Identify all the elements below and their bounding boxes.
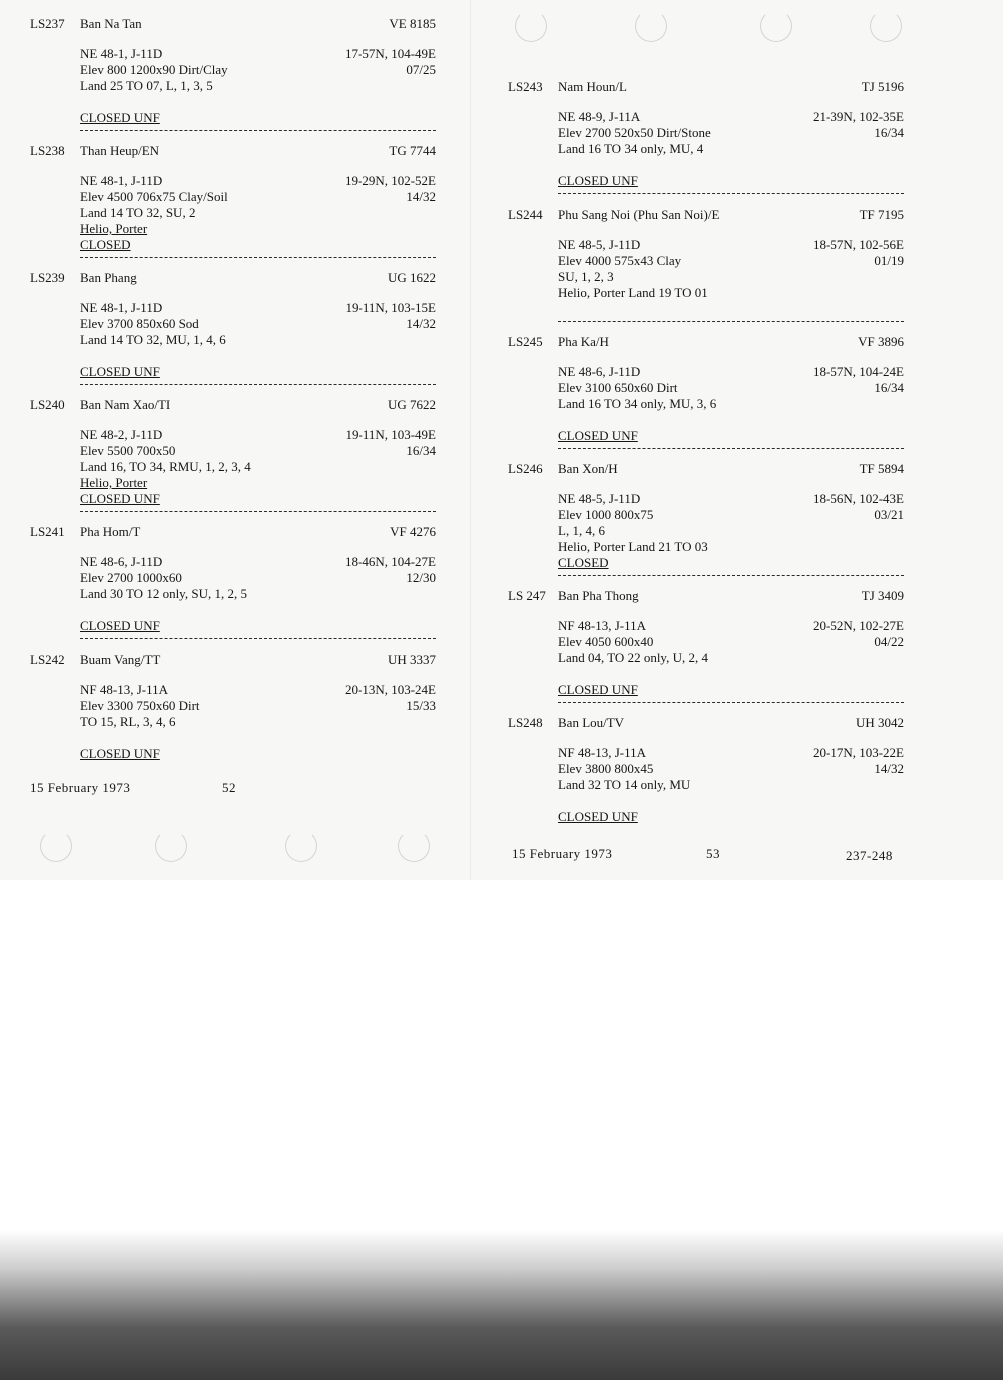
punch-hole <box>760 10 792 42</box>
dashed-separator <box>558 321 904 322</box>
dashed-separator <box>558 193 904 194</box>
site-name: Ban Phang <box>80 270 137 285</box>
coordinates: 20-13N, 103-24E <box>345 682 436 697</box>
entry-header <box>30 270 440 286</box>
right-page-range: 237-248 <box>846 848 893 863</box>
detail-line: Elev 4050 600x40 <box>558 634 654 649</box>
dashed-separator <box>558 448 904 449</box>
runway-heading: 14/32 <box>406 189 436 204</box>
grid-reference: VF 4276 <box>390 524 436 539</box>
detail-line: Land 16, TO 34, RMU, 1, 2, 3, 4 <box>80 459 251 474</box>
page-fold <box>470 0 471 880</box>
detail-line: Elev 4000 575x43 Clay <box>558 253 682 268</box>
detail-line: NE 48-2, J-11D <box>80 427 163 442</box>
runway-heading: 16/34 <box>406 443 436 458</box>
detail-line: NE 48-6, J-11D <box>80 554 163 569</box>
detail-line: Helio, Porter Land 21 TO 03 <box>558 539 708 554</box>
runway-heading: 16/34 <box>874 380 904 395</box>
grid-reference: TJ 5196 <box>861 79 904 94</box>
entry-header <box>30 16 440 32</box>
detail-line: Elev 800 1200x90 Dirt/Clay <box>80 62 228 77</box>
status-label: CLOSED <box>558 555 609 570</box>
right-page-number: 53 <box>706 846 720 861</box>
detail-line: Elev 3300 750x60 Dirt <box>80 698 200 713</box>
site-name: Ban Na Tan <box>80 16 142 31</box>
grid-reference: UH 3337 <box>387 652 436 667</box>
site-name: Than Heup/EN <box>80 143 160 158</box>
site-id: LS240 <box>30 397 65 412</box>
punch-hole <box>398 830 430 862</box>
entry-header <box>30 524 440 540</box>
coordinates-block <box>345 427 436 459</box>
runway-heading: 14/32 <box>874 761 904 776</box>
site-id: LS241 <box>30 524 65 539</box>
punch-hole <box>155 830 187 862</box>
grid-reference: TJ 3409 <box>861 588 904 603</box>
site-name: Ban Nam Xao/TI <box>80 397 171 412</box>
entry-header <box>508 461 908 477</box>
site-name: Nam Houn/L <box>558 79 627 94</box>
coordinates-block <box>345 300 436 332</box>
entry-header <box>30 652 440 668</box>
dashed-separator <box>80 638 436 639</box>
detail-line: Elev 3800 800x45 <box>558 761 654 776</box>
status-label: CLOSED UNF <box>80 746 160 761</box>
detail-line: NF 48-13, J-11A <box>558 618 646 633</box>
detail-line: NE 48-1, J-11D <box>80 46 163 61</box>
grid-reference: UG 7622 <box>387 397 436 412</box>
detail-line: Land 16 TO 34 only, MU, 4 <box>558 141 704 156</box>
coordinates-block <box>345 554 436 586</box>
site-name: Ban Xon/H <box>558 461 618 476</box>
detail-line: Land 04, TO 22 only, U, 2, 4 <box>558 650 708 665</box>
site-id: LS248 <box>508 715 543 730</box>
coordinates-block <box>813 364 904 396</box>
grid-reference: TF 5894 <box>859 461 904 476</box>
entry-header <box>508 715 908 731</box>
runway-heading: 01/19 <box>874 253 904 268</box>
detail-line: NF 48-13, J-11A <box>558 745 646 760</box>
detail-line: NE 48-5, J-11D <box>558 491 641 506</box>
punch-hole <box>515 10 547 42</box>
entry-header <box>30 397 440 413</box>
grid-reference: UG 1622 <box>387 270 436 285</box>
entry-header <box>508 334 908 350</box>
detail-line: Land 14 TO 32, MU, 1, 4, 6 <box>80 332 226 347</box>
coordinates-block <box>813 237 904 269</box>
left-page-date: 15 February 1973 <box>30 780 131 795</box>
site-id: LS245 <box>508 334 543 349</box>
grid-reference: UH 3042 <box>855 715 904 730</box>
entry-header <box>30 143 440 159</box>
status-label: CLOSED UNF <box>80 491 160 506</box>
runway-heading: 15/33 <box>406 698 436 713</box>
coordinates-block <box>345 173 436 205</box>
punch-hole <box>635 10 667 42</box>
grid-reference: TG 7744 <box>389 143 436 158</box>
grid-reference: VE 8185 <box>389 16 436 31</box>
status-label: CLOSED <box>80 237 131 252</box>
coordinates: 20-52N, 102-27E <box>813 618 904 633</box>
runway-heading: 04/22 <box>874 634 904 649</box>
detail-line: TO 15, RL, 3, 4, 6 <box>80 714 176 729</box>
coordinates-block <box>345 46 436 78</box>
runway-heading: 07/25 <box>406 62 436 77</box>
site-id: LS246 <box>508 461 543 476</box>
left-page-number: 52 <box>222 780 236 795</box>
site-id: LS237 <box>30 16 65 31</box>
detail-line: NF 48-13, J-11A <box>80 682 168 697</box>
detail-line: NE 48-5, J-11D <box>558 237 641 252</box>
coordinates: 18-57N, 104-24E <box>813 364 904 379</box>
coordinates: 18-57N, 102-56E <box>813 237 904 252</box>
coordinates: 19-11N, 103-15E <box>345 300 436 315</box>
detail-line: Land 14 TO 32, SU, 2 <box>80 205 196 220</box>
detail-line: Land 30 TO 12 only, SU, 1, 2, 5 <box>80 586 247 601</box>
dashed-separator <box>80 257 436 258</box>
status-label: CLOSED UNF <box>558 682 638 697</box>
coordinates-block <box>813 745 904 777</box>
coordinates-block <box>813 491 904 523</box>
detail-line: NE 48-6, J-11D <box>558 364 641 379</box>
site-name: Ban Lou/TV <box>558 715 625 730</box>
coordinates-block <box>813 618 904 650</box>
detail-line: Elev 3100 650x60 Dirt <box>558 380 678 395</box>
site-id: LS242 <box>30 652 65 667</box>
detail-line: SU, 1, 2, 3 <box>558 269 614 284</box>
detail-line: Helio, Porter <box>80 221 148 236</box>
dashed-separator <box>558 575 904 576</box>
site-name: Pha Ka/H <box>558 334 609 349</box>
scan-shadow <box>0 1230 1003 1380</box>
right-page-date: 15 February 1973 <box>512 846 613 861</box>
dashed-separator <box>558 702 904 703</box>
punch-hole <box>870 10 902 42</box>
site-id: LS238 <box>30 143 65 158</box>
site-id: LS243 <box>508 79 543 94</box>
punch-hole <box>285 830 317 862</box>
coordinates-block <box>813 109 904 141</box>
coordinates-block <box>345 682 436 714</box>
coordinates: 19-29N, 102-52E <box>345 173 436 188</box>
coordinates: 18-56N, 102-43E <box>813 491 904 506</box>
status-label: CLOSED UNF <box>558 428 638 443</box>
detail-line: NE 48-1, J-11D <box>80 173 163 188</box>
detail-line: Elev 5500 700x50 <box>80 443 176 458</box>
site-id: LS244 <box>508 207 543 222</box>
dashed-separator <box>80 384 436 385</box>
site-name: Phu Sang Noi (Phu San Noi)/E <box>558 207 720 222</box>
detail-line: Land 16 TO 34 only, MU, 3, 6 <box>558 396 717 411</box>
detail-line: Land 32 TO 14 only, MU <box>558 777 691 792</box>
coordinates: 19-11N, 103-49E <box>345 427 436 442</box>
detail-line: Elev 2700 1000x60 <box>80 570 182 585</box>
site-id: LS 247 <box>508 588 546 603</box>
detail-line: Land 25 TO 07, L, 1, 3, 5 <box>80 78 213 93</box>
detail-line: NE 48-9, J-11A <box>558 109 641 124</box>
grid-reference: VF 3896 <box>858 334 904 349</box>
detail-line: Elev 2700 520x50 Dirt/Stone <box>558 125 711 140</box>
status-label: CLOSED UNF <box>80 364 160 379</box>
entry-header <box>508 207 908 223</box>
detail-line: Elev 1000 800x75 <box>558 507 654 522</box>
runway-heading: 16/34 <box>874 125 904 140</box>
site-name: Pha Hom/T <box>80 524 141 539</box>
site-name: Ban Pha Thong <box>558 588 639 603</box>
status-label: CLOSED UNF <box>558 173 638 188</box>
status-label: CLOSED UNF <box>558 809 638 824</box>
runway-heading: 03/21 <box>874 507 904 522</box>
dashed-separator <box>80 511 436 512</box>
detail-line: Elev 3700 850x60 Sod <box>80 316 199 331</box>
status-label: CLOSED UNF <box>80 618 160 633</box>
detail-line: Elev 4500 706x75 Clay/Soil <box>80 189 228 204</box>
detail-line: Helio, Porter Land 19 TO 01 <box>558 285 708 300</box>
coordinates: 18-46N, 104-27E <box>345 554 436 569</box>
runway-heading: 14/32 <box>406 316 436 331</box>
punch-hole <box>40 830 72 862</box>
detail-line: L, 1, 4, 6 <box>558 523 605 538</box>
runway-heading: 12/30 <box>406 570 436 585</box>
dashed-separator <box>80 130 436 131</box>
coordinates: 20-17N, 103-22E <box>813 745 904 760</box>
coordinates: 21-39N, 102-35E <box>813 109 904 124</box>
entry-header <box>508 588 908 604</box>
site-id: LS239 <box>30 270 65 285</box>
detail-line: NE 48-1, J-11D <box>80 300 163 315</box>
grid-reference: TF 7195 <box>859 207 904 222</box>
entry-header <box>508 79 908 95</box>
coordinates: 17-57N, 104-49E <box>345 46 436 61</box>
status-label: CLOSED UNF <box>80 110 160 125</box>
site-name: Buam Vang/TT <box>80 652 161 667</box>
detail-line: Helio, Porter <box>80 475 148 490</box>
